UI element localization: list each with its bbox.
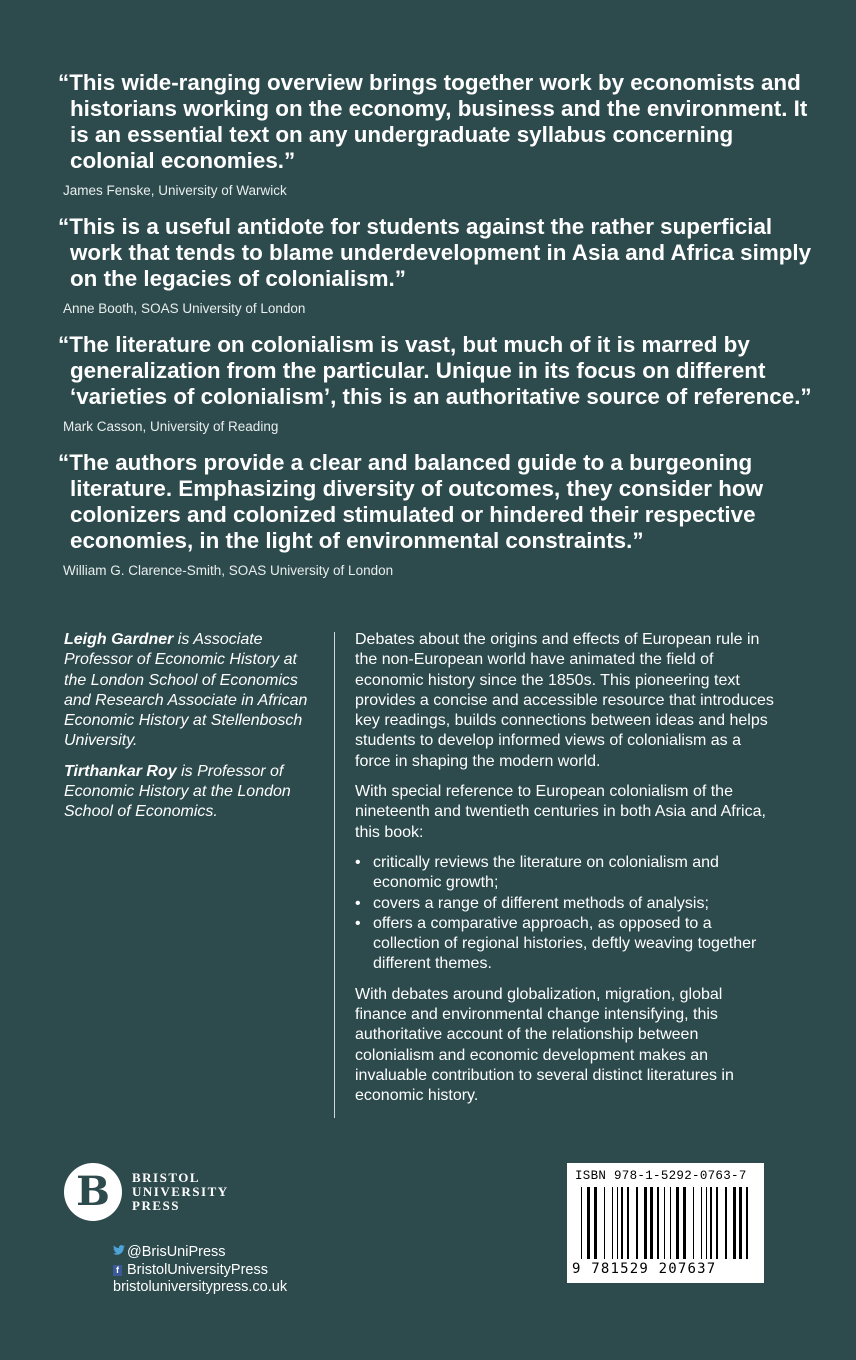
barcode-bar xyxy=(733,1187,736,1259)
endorsements xyxy=(58,70,818,594)
list-item: • critically reviews the literature on colonialism and economic growth; xyxy=(355,853,775,894)
barcode-bar xyxy=(617,1187,618,1259)
author-bio-text: is Professor of Economic History at the London School of Economics. xyxy=(64,762,291,821)
twitter-icon xyxy=(113,1244,127,1262)
endorsement-quote: “The literature on colonialism is vast, but much of it is marred by generalization from the particular. Unique in its focus on different ‘varieties of colonialism’, this is an authoritative source of reference.” xyxy=(58,332,812,409)
author-name: Leigh Gardner xyxy=(64,631,174,648)
barcode-bar xyxy=(693,1187,694,1259)
barcode-bar xyxy=(621,1187,623,1259)
endorsement-quote: “This is a useful antidote for students against the rather superficial work that tends to blame underdevelopment in Asia and Africa simply on the legacies of colonialism.” xyxy=(58,214,812,291)
barcode-bar xyxy=(587,1187,590,1259)
endorsement-source: James Fenske, University of Warwick xyxy=(63,183,287,198)
facebook-link[interactable] xyxy=(113,1262,287,1280)
publisher-logo-icon xyxy=(64,1163,122,1221)
publisher-name xyxy=(132,1171,229,1213)
description-paragraph: With debates around globalization, migration, global finance and environmental change intensifying, this authoritative account of the relationship between colonialism and economic development makes an invaluable contribution to several distinct literatures in economic history. xyxy=(355,985,734,1105)
barcode-bar xyxy=(716,1187,718,1259)
facebook-icon: f xyxy=(113,1265,122,1276)
barcode-bar xyxy=(612,1187,613,1259)
author-name: Tirthankar Roy xyxy=(64,762,177,780)
barcode-bar xyxy=(739,1187,742,1259)
publisher-logo xyxy=(64,1163,229,1221)
author-bio-text: is Associate Professor of Economic History at the London School of Economics and Research Associate in African Economic History at Stellenbosch University. xyxy=(64,631,308,750)
barcode-bar xyxy=(636,1187,638,1259)
twitter-link[interactable] xyxy=(113,1244,287,1262)
barcode-bar xyxy=(710,1187,712,1259)
book-description xyxy=(355,630,775,1117)
barcode-bars xyxy=(577,1187,754,1259)
barcode-bar xyxy=(670,1187,671,1259)
barcode-bar xyxy=(746,1187,748,1259)
column-divider xyxy=(334,632,335,1118)
barcode-digits: 9 781529 207637 xyxy=(572,1261,717,1277)
author-bios xyxy=(64,630,322,833)
author-bio xyxy=(64,762,322,823)
isbn-barcode xyxy=(567,1163,764,1283)
barcode-bar xyxy=(594,1187,597,1259)
description-paragraph: Debates about the origins and effects of European rule in the non-European world have animated the field of economic history since the 1850s. This pioneering text provides a concise and accessible resource that introduces key readings, builds connections between ideas and helps students to develop informed views of colonialism as a force in shaping the modern world. xyxy=(355,631,774,770)
website-url: bristoluniversitypress.co.uk xyxy=(113,1279,288,1295)
barcode-bar xyxy=(706,1187,707,1259)
endorsement-source: Mark Casson, University of Reading xyxy=(63,419,279,434)
endorsement xyxy=(58,332,818,436)
barcode-bar xyxy=(683,1187,686,1259)
facebook-handle: BristolUniversityPress xyxy=(127,1261,268,1278)
feature-list xyxy=(355,853,775,975)
endorsement-quote: “This wide-ranging overview brings together work by economists and historians working on the economy, business and the environment. It is an essential text on any undergraduate syllabus concerning colonial economies.” xyxy=(58,70,808,173)
barcode-bar xyxy=(657,1187,659,1259)
publisher-name-line: PRESS xyxy=(132,1198,180,1213)
barcode-bar xyxy=(644,1187,647,1259)
twitter-handle: @BrisUniPress xyxy=(127,1244,226,1260)
endorsement-source: William G. Clarence-Smith, SOAS University of London xyxy=(63,563,394,578)
barcode-bar xyxy=(725,1187,727,1259)
publisher-name-line: UNIVERSITY xyxy=(132,1184,229,1199)
list-item: • offers a comparative approach, as opposed to a collection of regional histories, deftly weaving together different themes. xyxy=(355,914,775,975)
barcode-bar xyxy=(627,1187,629,1259)
website-link[interactable] xyxy=(113,1279,287,1297)
barcode-bar xyxy=(650,1187,653,1259)
social-links xyxy=(113,1244,287,1297)
barcode-bar xyxy=(604,1187,605,1259)
barcode-bar xyxy=(676,1187,679,1259)
list-item: • covers a range of different methods of analysis; xyxy=(355,894,775,914)
publisher-name-line: BRISTOL xyxy=(132,1170,201,1185)
endorsement xyxy=(58,214,818,318)
author-bio xyxy=(64,630,322,752)
description-paragraph: With special reference to European colonialism of the nineteenth and twentieth centuries in both Asia and Africa, this book: xyxy=(355,783,766,841)
barcode-bar xyxy=(701,1187,702,1259)
endorsement-quote: “The authors provide a clear and balanced guide to a burgeoning literature. Emphasizing diversity of outcomes, they consider how colonizers and colonized stimulated or hindered their respective economies, in the light of environmental constraints.” xyxy=(58,450,764,553)
endorsement xyxy=(58,450,818,580)
barcode-bar xyxy=(664,1187,665,1259)
barcode-bar xyxy=(581,1187,582,1259)
logo-letter: B xyxy=(76,1168,110,1215)
isbn-number: ISBN 978-1-5292-0763-7 xyxy=(575,1169,747,1183)
endorsement-source: Anne Booth, SOAS University of London xyxy=(63,301,306,316)
endorsement xyxy=(58,70,818,200)
